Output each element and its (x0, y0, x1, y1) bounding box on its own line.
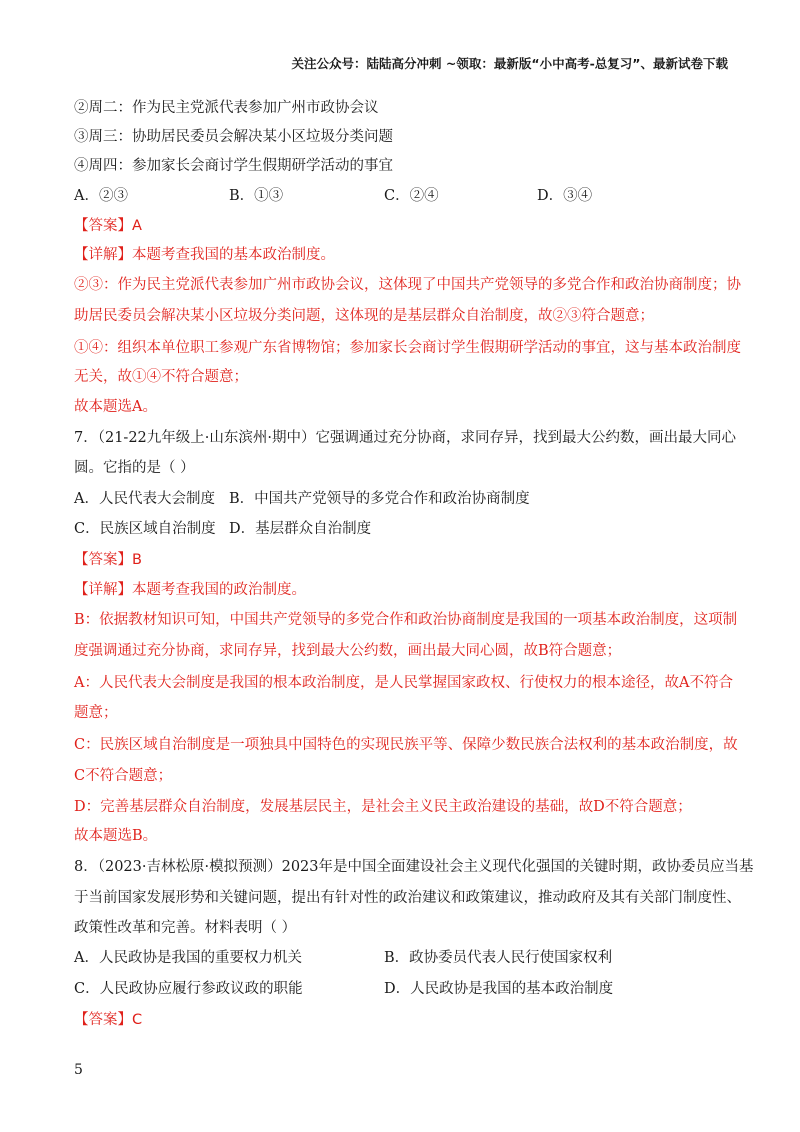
q7-option-d: D．基层群众自治制度 (229, 521, 372, 537)
q6-explanation-line-2: 助居民委员会解决某小区垃圾分类问题，这体现的是基层群众自治制度，故②③符合题意； (74, 308, 654, 324)
detail-intro: 本题考查我国的政治制度。 (132, 582, 306, 598)
q8-stem-line-3: 政策性改革和完善。材料表明（ ） (74, 920, 297, 936)
q7-explanation-line-6: C不符合题意； (74, 768, 173, 784)
q7-explanation-line-1: B：依据教材知识可知，中国共产党领导的多党合作和政治协商制度是我国的一项基本政治制度，这项制 (74, 612, 738, 628)
q8-option-c: C．人民政协应履行参政议政的职能 (74, 981, 303, 997)
q7-option-a: A．人民代表大会制度 (74, 491, 215, 507)
q8-option-a: A．人民政协是我国的重要权力机关 (74, 950, 302, 966)
answer-value: A (132, 218, 142, 234)
q6-explanation-line-3: ①④：组织本单位职工参观广东省博物馆；参加家长会商讨学生假期研学活动的事宜，这与基本政治制度 (74, 340, 741, 356)
q8-option-b: B．政协委员代表人民行使国家权利 (384, 950, 613, 966)
q6-item-3: ③周三：协助居民委员会解决某小区垃圾分类问题 (74, 129, 393, 145)
q7-explanation-line-7: D：完善基层群众自治制度，发展基层民主，是社会主义民主政治建设的基础，故D不符合题意； (74, 799, 692, 815)
q6-answer (74, 216, 730, 236)
answer-value: C (132, 1012, 143, 1028)
q7-stem-line-2: 圆。它指的是（ ） (74, 460, 195, 476)
q6-explanation-line-1: ②③：作为民主党派代表参加广州市政协会议，这体现了中国共产党领导的多党合作和政治协商制度；协 (74, 277, 741, 293)
q7-explanation-line-4: 题意； (74, 705, 118, 721)
page-header-banner: 关注公众号：陆陆高分冲刺 ~领取：最新版“小中高考-总复习”、最新试卷下载 (291, 56, 728, 71)
answer-label: 【答案】 (74, 218, 132, 234)
q6-item-4: ④周四：参加家长会商讨学生假期研学活动的事宜 (74, 158, 393, 174)
answer-label: 【答案】 (74, 552, 132, 568)
q7-explanation-line-3: A：人民代表大会制度是我国的根本政治制度，是人民掌握国家政权、行使权力的根本途径，故A不符合 (74, 675, 733, 691)
q7-option-c: C．民族区域自治制度 (74, 521, 216, 537)
q6-option-d: D．③④ (537, 188, 593, 204)
q7-explanation-line-5: C：民族区域自治制度是一项独具中国特色的实现民族平等、保障少数民族合法权利的基本政治制度，故 (74, 737, 738, 753)
q8-stem-line-2: 于当前国家发展形势和关键问题，提出有针对性的政治建议和政策建议，推动政府及其有关部门制度性、 (74, 890, 741, 906)
detail-label: 【详解】 (74, 247, 132, 263)
q6-explanation-line-5: 故本题选A。 (74, 399, 157, 415)
q7-option-b: B．中国共产党领导的多党合作和政治协商制度 (229, 491, 530, 507)
q6-detail (74, 245, 730, 265)
q8-answer (74, 1010, 730, 1030)
detail-label: 【详解】 (74, 582, 132, 598)
q7-answer (74, 550, 730, 570)
q7-stem-line-1: 7．（21-22九年级上·山东滨州·期中）它强调通过充分协商，求同存异，找到最大公约数，画出最大同心 (74, 430, 736, 446)
q6-option-a: A．②③ (74, 188, 128, 204)
q7-explanation-line-2: 度强调通过充分协商，求同存异，找到最大公约数，画出最大同心圆，故B符合题意； (74, 643, 622, 659)
page-number: 5 (74, 1062, 83, 1078)
q6-option-c: C．②④ (384, 188, 439, 204)
q6-option-b: B．①③ (229, 188, 284, 204)
q7-explanation-line-8: 故本题选B。 (74, 828, 158, 844)
q6-item-2: ②周二：作为民主党派代表参加广州市政协会议 (74, 100, 379, 116)
q8-stem-line-1: 8．（2023·吉林松原·模拟预测）2023年是中国全面建设社会主义现代化强国的关键时期，政协委员应当基 (74, 859, 754, 875)
answer-value: B (132, 552, 142, 568)
q7-detail (74, 580, 730, 600)
answer-label: 【答案】 (74, 1012, 132, 1028)
detail-intro: 本题考查我国的基本政治制度。 (132, 247, 335, 263)
q8-option-d: D．人民政协是我国的基本政治制度 (384, 981, 614, 997)
q6-explanation-line-4: 无关，故①④不符合题意； (74, 369, 248, 385)
